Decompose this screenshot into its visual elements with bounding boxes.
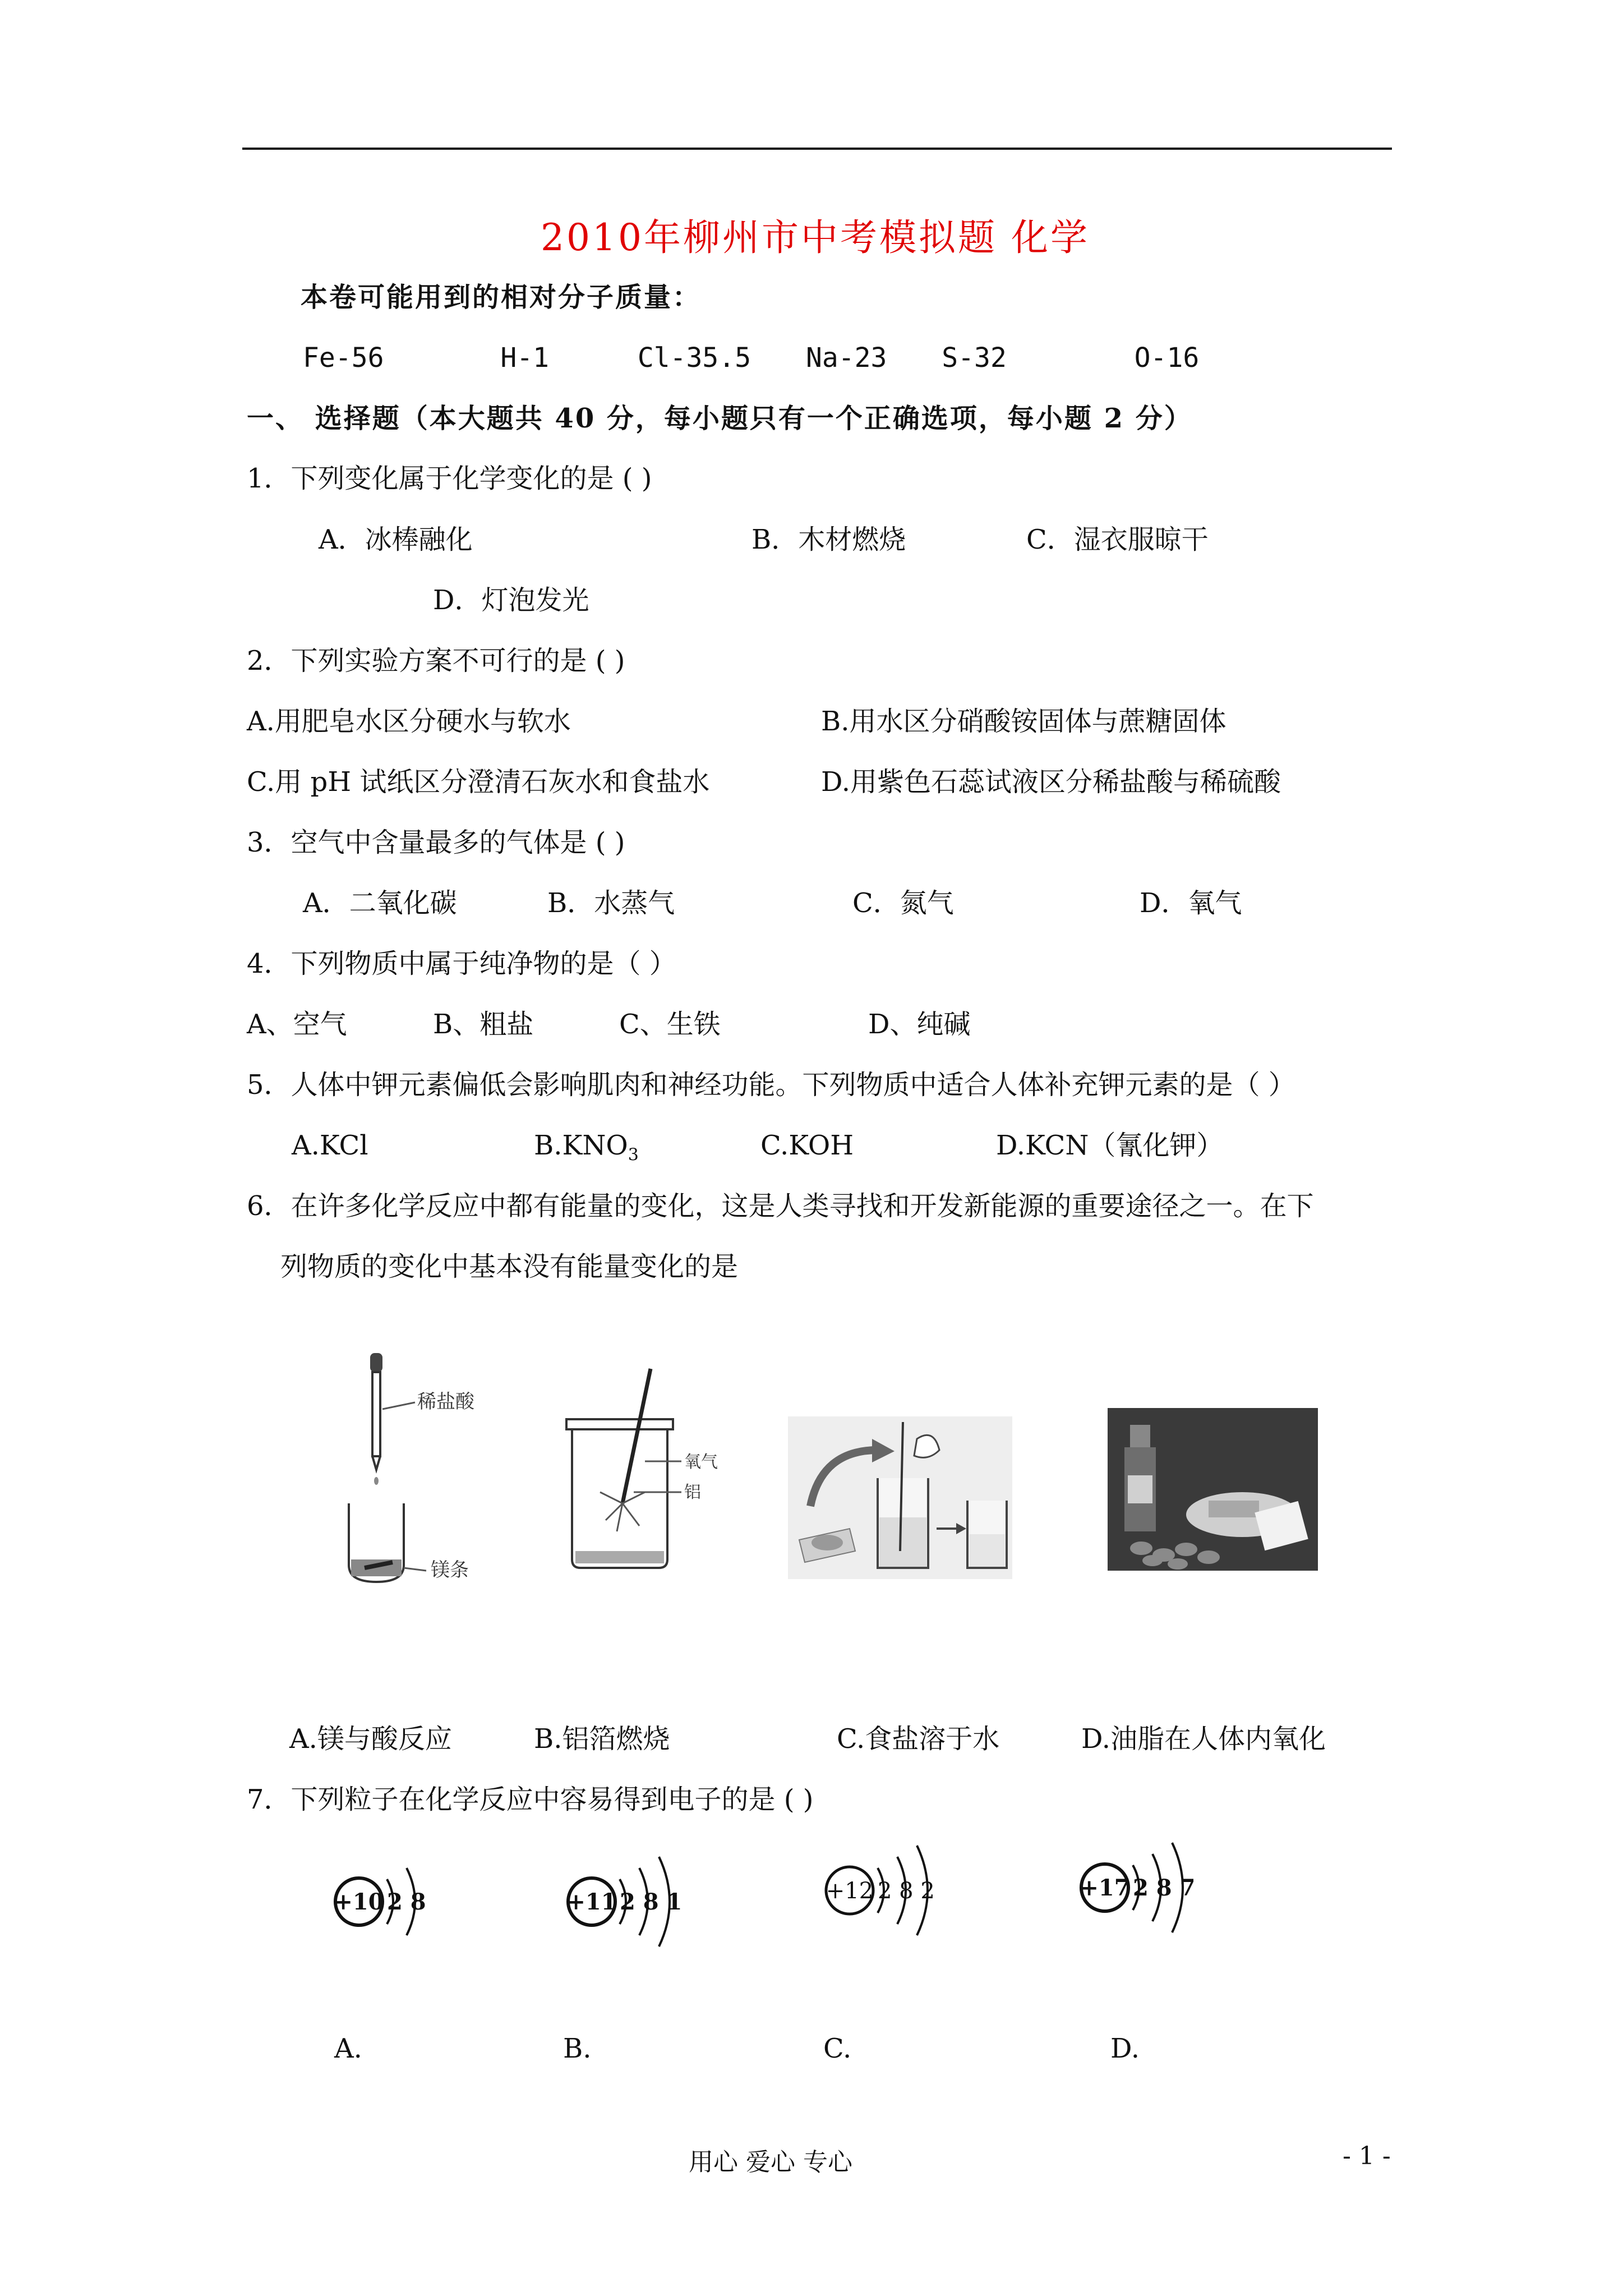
- q6-option-c: C.食盐溶于水: [837, 1723, 1000, 1755]
- mass-list: [303, 341, 1199, 375]
- q5-stem: 5．人体中钾元素偏低会影响肌肉和神经功能。下列物质中适合人体补充钾元素的是（ ）: [247, 1069, 1295, 1101]
- dilute-hcl-label: 稀盐酸: [417, 1391, 474, 1413]
- atom-diagram-b: [564, 1846, 709, 1958]
- page-title: 2010年柳州市中考模拟题 化学: [541, 216, 1090, 259]
- nucleus-d: +17: [1080, 1875, 1130, 1901]
- nucleus-b: +11: [566, 1889, 617, 1915]
- q3-option-c: C．氮气: [852, 887, 954, 919]
- shells-b: 2 8 1: [620, 1889, 683, 1915]
- q1-stem: 1．下列变化属于化学变化的是 ( ): [247, 463, 652, 494]
- salt-dissolving-figure: [788, 1416, 1012, 1579]
- q7-option-d: D.: [1110, 2033, 1140, 2064]
- shells-a: 2 8: [387, 1889, 426, 1915]
- magnesium-label: 镁条: [431, 1559, 469, 1581]
- footer-motto: 用心 爱心 专心: [689, 2148, 852, 2177]
- q2-option-a: A.用肥皂水区分硬水与软水: [247, 706, 571, 737]
- q2-option-b: B.用水区分硝酸铵固体与蔗糖固体: [821, 706, 1227, 737]
- q1-option-d: D．灯泡发光: [433, 585, 589, 616]
- q5-option-d: D.KCN（氰化钾）: [996, 1130, 1224, 1161]
- q5-option-c: C.KOH: [760, 1130, 854, 1161]
- q2-stem: 2．下列实验方案不可行的是 ( ): [247, 645, 625, 677]
- q3-option-d: D．氧气: [1140, 887, 1242, 919]
- gas-jar-figure: [555, 1358, 746, 1576]
- q1-option-a: A．冰棒融化: [319, 524, 473, 555]
- oil-food-photo: [1108, 1408, 1318, 1571]
- mass-h: H-1: [500, 342, 550, 374]
- nucleus-c: +12: [826, 1878, 874, 1904]
- q1-option-b: B．木材燃烧: [751, 524, 906, 555]
- q4-option-b: B、粗盐: [433, 1009, 534, 1040]
- test-tube-figure: [314, 1346, 494, 1588]
- q1-option-c: C．湿衣服晾干: [1026, 524, 1209, 555]
- shells-c: 2 8 2: [878, 1878, 935, 1904]
- atom-diagram-d: [1077, 1832, 1228, 1944]
- q2-option-d: D.用紫色石蕊试液区分稀盐酸与稀硫酸: [821, 766, 1281, 798]
- q7-stem: 7．下列粒子在化学反应中容易得到电子的是 ( ): [247, 1784, 814, 1815]
- aluminum-label: 铝: [684, 1483, 701, 1502]
- q6-option-a: A.镁与酸反应: [289, 1723, 452, 1755]
- q6-stem-line2: 列物质的变化中基本没有能量变化的是: [280, 1251, 739, 1282]
- q7-option-b: B.: [563, 2033, 592, 2064]
- q3-stem: 3．空气中含量最多的气体是 ( ): [247, 827, 625, 858]
- q4-option-c: C、生铁: [619, 1009, 721, 1040]
- q4-option-a: A、空气: [247, 1009, 347, 1040]
- q5-option-a: A.KCl: [292, 1130, 368, 1161]
- atom-diagram-c: [822, 1834, 973, 1947]
- q7-option-c: C.: [823, 2033, 852, 2064]
- mass-cl: Cl-35.5: [637, 342, 751, 374]
- mass-s: S-32: [942, 342, 1007, 374]
- q7-option-a: A.: [334, 2033, 362, 2064]
- header-rule: [242, 148, 1392, 150]
- section-heading: 一、 选择题（本大题共 40 分，每小题只有一个正确选项，每小题 2 分）: [247, 403, 1193, 434]
- page-number: - 1 -: [1343, 2142, 1391, 2170]
- q4-stem: 4．下列物质中属于纯净物的是（ ）: [247, 948, 676, 979]
- nucleus-a: +10: [334, 1889, 384, 1915]
- atom-diagram-a: [331, 1846, 460, 1958]
- intro-label: 本卷可能用到的相对分子质量：: [301, 282, 702, 313]
- q3-option-b: B．水蒸气: [547, 887, 675, 919]
- shells-d: 2 8 7: [1133, 1875, 1196, 1901]
- q4-option-d: D、纯碱: [868, 1009, 971, 1040]
- q2-option-c: C.用 pH 试纸区分澄清石灰水和食盐水: [247, 766, 710, 798]
- q6-option-b: B.铝箔燃烧: [534, 1723, 670, 1755]
- q3-option-a: A．二氧化碳: [303, 887, 457, 919]
- mass-o: O-16: [1134, 342, 1200, 374]
- mass-fe: Fe-56: [303, 342, 384, 374]
- q6-stem-line1: 6．在许多化学反应中都有能量的变化，这是人类寻找和开发新能源的重要途径之一。在下: [247, 1190, 1314, 1222]
- mass-na: Na-23: [805, 342, 887, 374]
- q5-option-b: $B.KNO_3$: [534, 1130, 639, 1165]
- q6-option-d: D.油脂在人体内氧化: [1081, 1723, 1326, 1755]
- oxygen-label: 氧气: [684, 1452, 718, 1472]
